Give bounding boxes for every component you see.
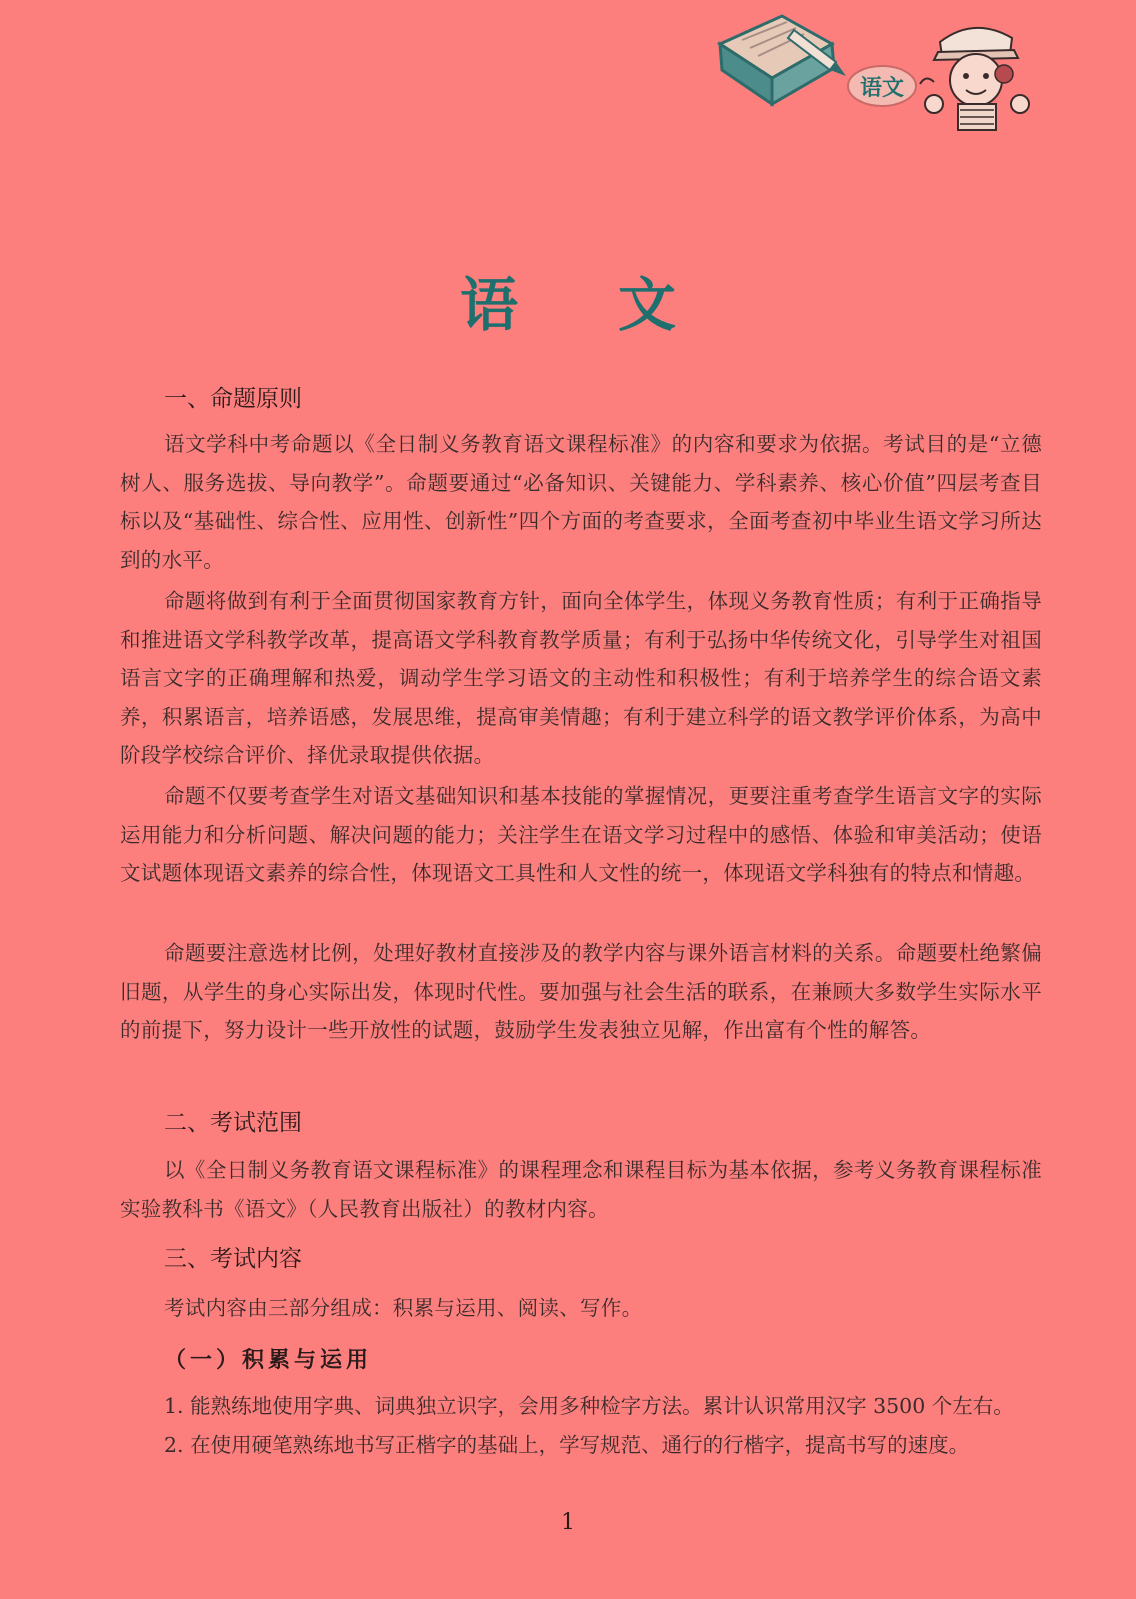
paragraph: 命题不仅要考查学生对语文基础知识和基本技能的掌握情况，更要注重考查学生语言文字的实际运用能力和分析问题、解决问题的能力；关注学生在语文学习过程中的感悟、体验和审美活动；使语文试题体现语文素养的综合性，体现语文工具性和人文性的统一，体现语文学科独有的特点和情趣。 <box>120 784 1042 885</box>
paragraph: 以《全日制义务教育语文课程标准》的课程理念和课程目标为基本依据，参考义务教育课程标准实验教科书《语文》（人民教育出版社）的教材内容。 <box>120 1158 1042 1221</box>
section-heading-content: 三、考试内容 <box>164 1246 302 1272</box>
paragraph: 语文学科中考命题以《全日制义务教育语文课程标准》的内容和要求为依据。考试目的是“立德树人、服务选拔、导向教学”。命题要通过“必备知识、关键能力、学科素养、核心价值”四层考查目标以及“基础性、综合性、应用性、创新性”四个方面的考查要求，全面考查初中毕业生语文学习所达到的水平。 <box>120 432 1042 572</box>
section-heading-principles: 一、命题原则 <box>164 386 302 412</box>
cartoon-boy-icon <box>920 28 1029 130</box>
page-number: 1 <box>561 1510 575 1535</box>
header-illustration <box>712 4 1052 132</box>
subject-badge-label: 语文 <box>859 76 905 101</box>
paragraph: 考试内容由三部分组成：积累与运用、阅读、写作。 <box>164 1296 643 1320</box>
page-title: 语文 <box>459 271 776 339</box>
list-item: 1. 能熟练地使用字典、词典独立识字，会用多种检字方法。累计认识常用汉字 3500 个左右。 <box>164 1394 1014 1418</box>
section-heading-scope: 二、考试范围 <box>164 1110 302 1136</box>
list-item: 2. 在使用硬笔熟练地书写正楷字的基础上，学写规范、通行的行楷字，提高书写的速度。 <box>164 1433 970 1457</box>
paragraph: 命题要注意选材比例，处理好教材直接涉及的教学内容与课外语言材料的关系。命题要杜绝繁偏旧题，从学生的身心实际出发，体现时代性。要加强与社会生活的联系，在兼顾大多数学生实际水平的前提下，努力设计一些开放性的试题，鼓励学生发表独立见解，作出富有个性的解答。 <box>120 941 1042 1042</box>
paragraph: 命题将做到有利于全面贯彻国家教育方针，面向全体学生，体现义务教育性质；有利于正确指导和推进语文学科教学改革，提高语文学科教育教学质量；有利于弘扬中华传统文化，引导学生对祖国语言文字的正确理解和热爱，调动学生学习语文的主动性和积极性；有利于培养学生的综合语文素养，积累语言，培养语感，发展思维，提高审美情趣；有利于建立科学的语文教学评价体系，为高中阶段学校综合评价、择优录取提供依据。 <box>120 589 1042 767</box>
subsection-heading-accumulation: （一）积累与运用 <box>164 1347 373 1373</box>
